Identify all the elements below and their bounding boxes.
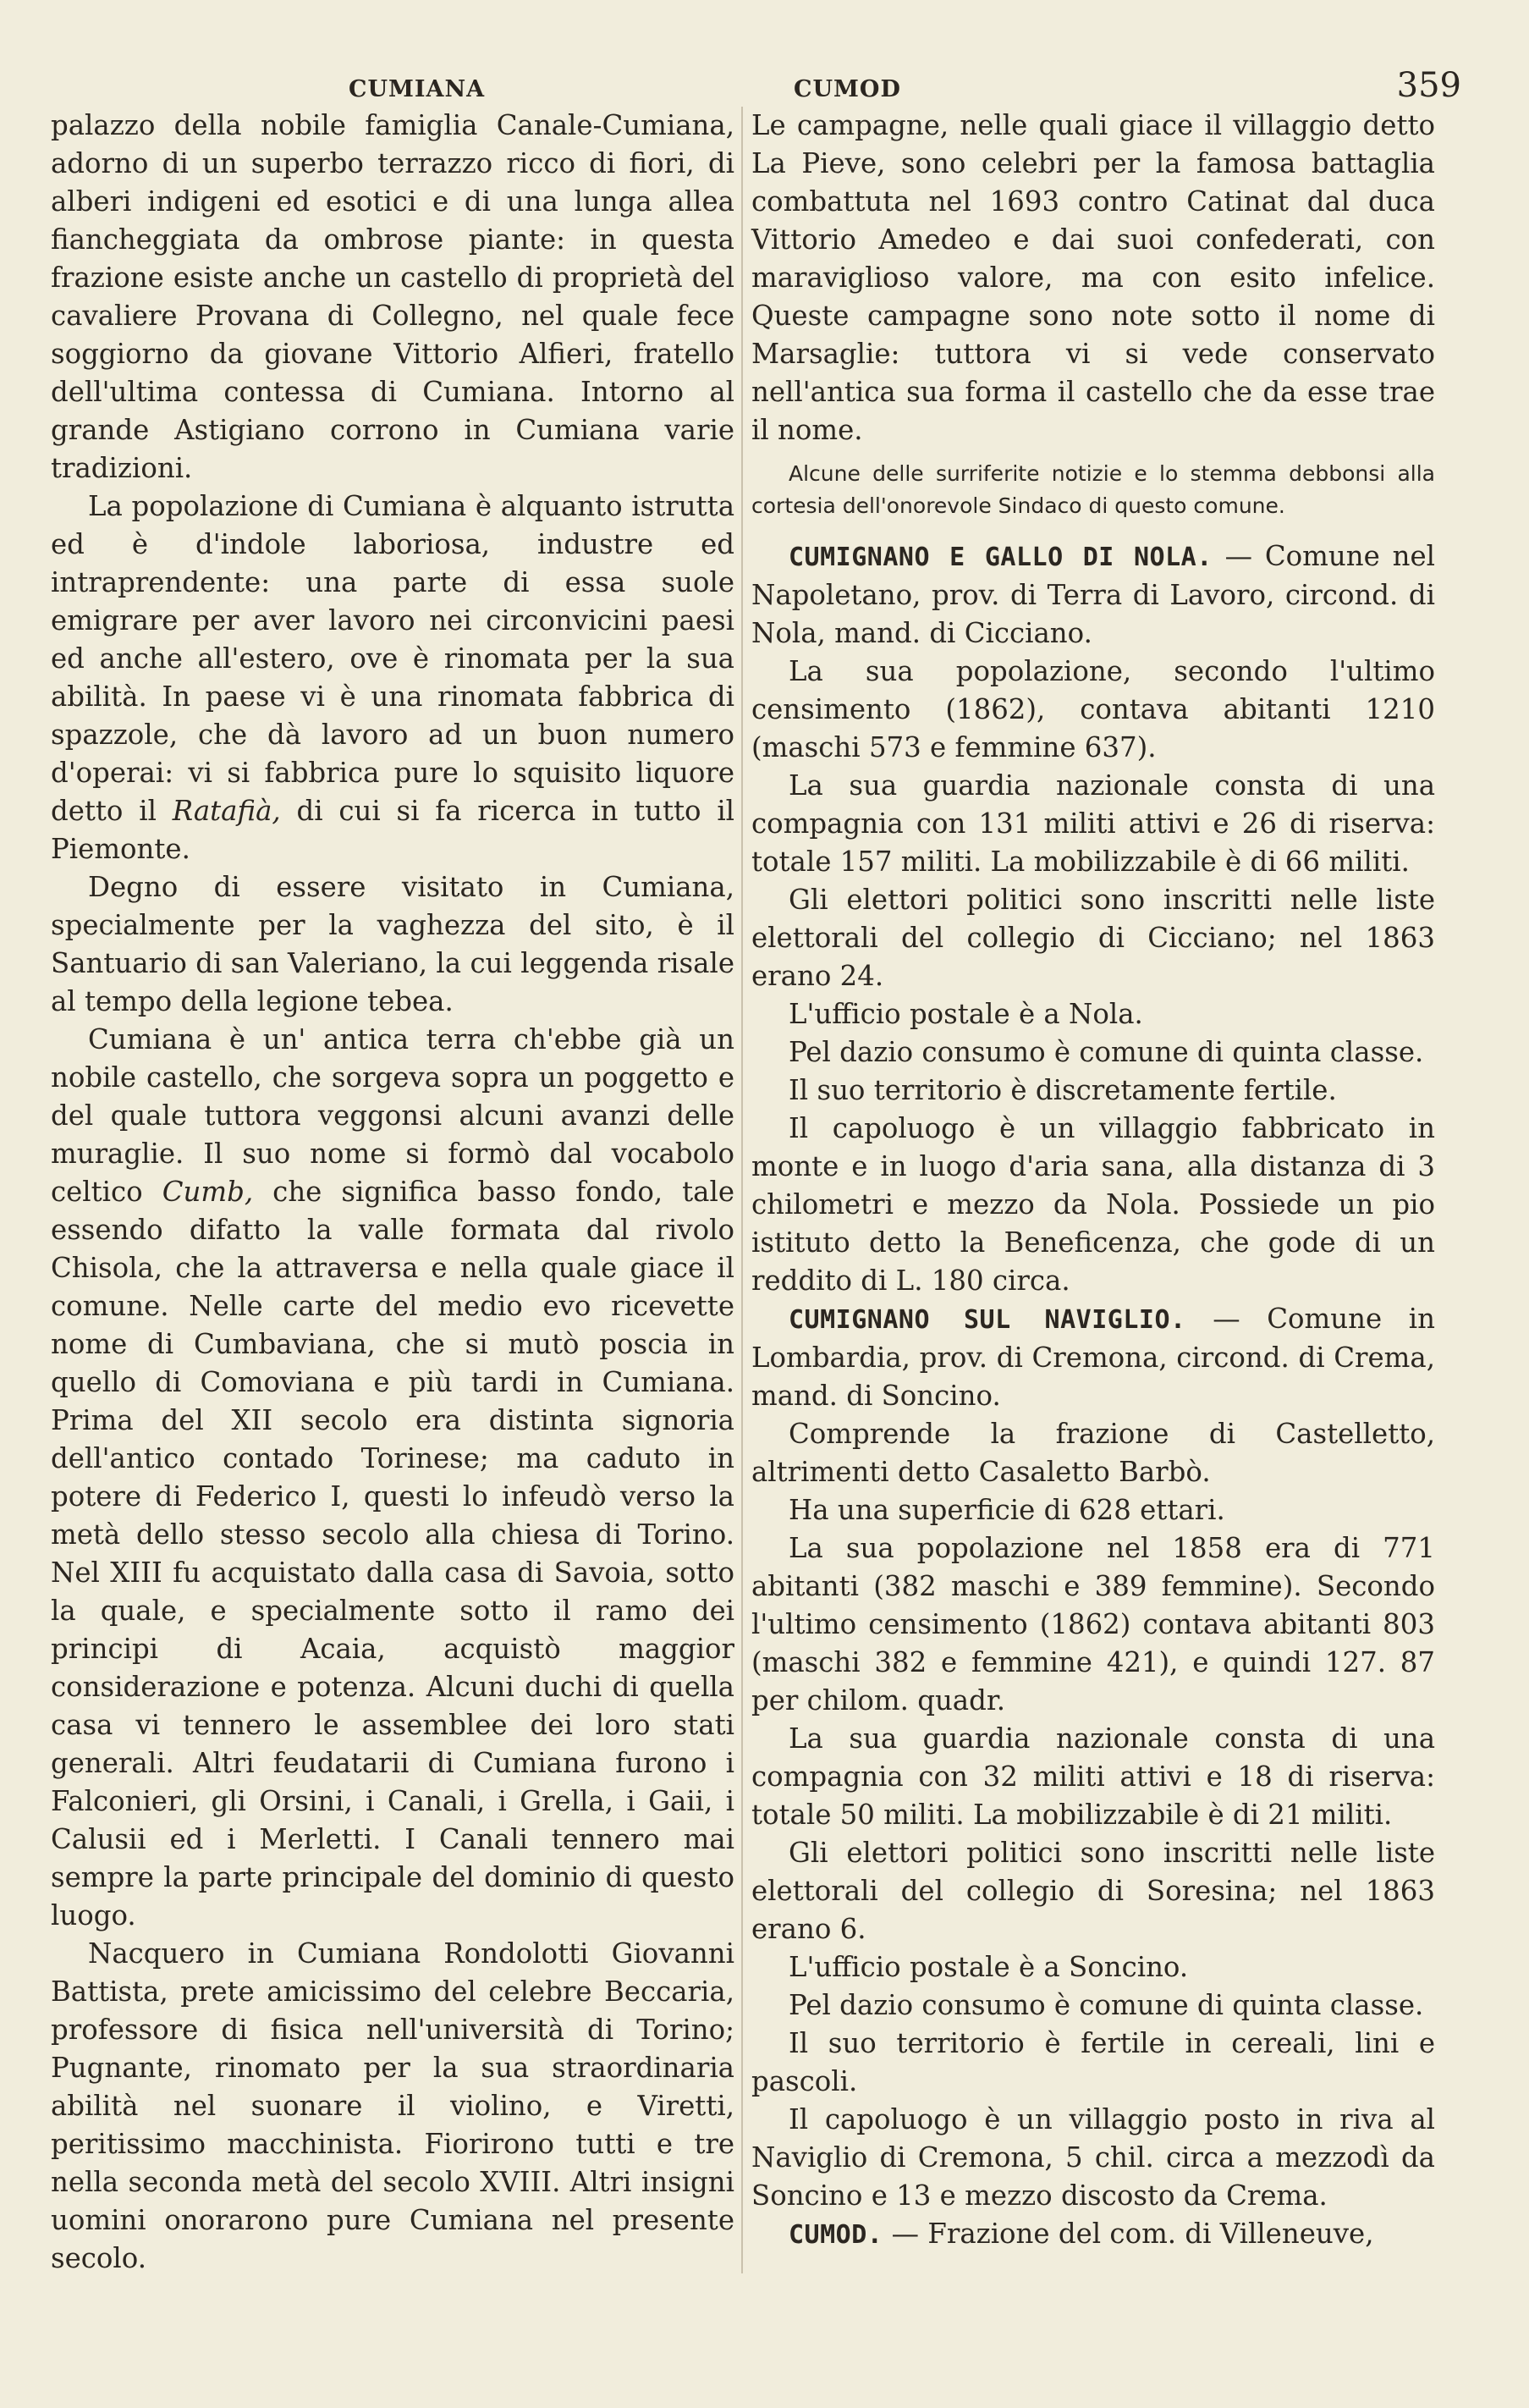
paragraph: La sua guardia nazionale consta di una compagnia con 32 militi attivi e 18 di riserva: totale 50 militi. La mobilizzabile è di 21 militi. (751, 1722, 1435, 1831)
right-column (751, 107, 1435, 2254)
paragraph: Ha una superficie di 628 ettari. (789, 1494, 1225, 1526)
italic-term: Ratafià, (172, 795, 281, 827)
paragraph: Pel dazio consumo è comune di quinta classe. (789, 1036, 1424, 1068)
paragraph (51, 1021, 734, 1935)
paragraph: Gli elettori politici sono inscritti nelle liste elettorali del collegio di Cicciano; nel 1863 erano 24. (751, 884, 1435, 992)
entry-title: CUMIGNANO SUL NAVIGLIO. (789, 1305, 1186, 1335)
paragraph: Le campagne, nelle quali giace il villaggio detto La Pieve, sono celebri per la famosa battaglia combattuta nel 1693 contro Catinat dal duca Vittorio Amedeo e dai suoi confederati, con maraviglioso valore, ma con esito infelice. Queste campagne sono note sotto il nome di Marsaglie: tuttora vi si vede conservato nell'antica sua forma il castello che da esse trae il nome. (751, 109, 1435, 446)
column-divider (741, 107, 743, 2273)
entry-heading-paragraph (751, 1300, 1435, 1415)
paragraph: La sua popolazione, secondo l'ultimo censimento (1862), contava abitanti 1210 (maschi 573 e femmine 637). (751, 655, 1435, 763)
entry-text: — Comune in Lombardia, prov. di Cremona, circond. di Crema, mand. di Soncino. (751, 1303, 1436, 1412)
paragraph: La sua popolazione nel 1858 era di 771 abitanti (382 maschi e 389 femmine). Secondo l'ultimo censimento (1862) contava abitanti 803 (maschi 382 e femmine 421), e quindi 127. 87 per chilom. quadr. (751, 1532, 1435, 1716)
paragraph-text: che significa basso fondo, tale essendo difatto la valle formata dal rivolo Chisola, che la attraversa e nella quale giace il comune. Nelle carte del medio evo ricevette nome di Cumbaviana, che si mutò poscia in quello di Comoviana e più tardi in Cumiana. Prima del XII secolo era distinta signoria dell'antico contado Torinese; ma caduto in potere di Federico I, questi lo infeudò verso la metà dello stesso secolo alla chiesa di Torino. Nel XIII fu acquistato dalla casa di Savoia, sotto la quale, e specialmente sotto il ramo dei principi di Acaia, acquistò maggior considerazione e potenza. Alcuni duchi di quella casa vi tennero le assemblee dei loro stati generali. Altri feudatarii di Cumiana furono i Falconieri, gli Orsini, i Canali, i Grella, i Gaii, i Calusii ed i Merletti. I Canali tennero mai sempre la parte principale del dominio di questo luogo. (51, 1176, 735, 1931)
right-running-head: CUMOD (794, 76, 901, 102)
paragraph: L'ufficio postale è a Soncino. (789, 1951, 1189, 1983)
entry-title: CUMOD. (789, 2220, 883, 2250)
paragraph-text: La popolazione di Cumiana è alquanto istrutta ed è d'indole laboriosa, industre ed intraprendente: una parte di essa suole emigrare per aver lavoro nei circonvicini paesi ed anche all'estero, ove è rinomata per la sua abilità. In paese vi è una rinomata fabbrica di spazzole, che dà lavoro ad un buon numero d'operai: vi si fabbrica pure lo squisito liquore detto il (51, 490, 734, 827)
paragraph: Degno di essere visitato in Cumiana, specialmente per la vaghezza del sito, è il Santuario di san Valeriano, la cui leggenda risale al tempo della legione tebea. (51, 871, 734, 1017)
italic-term: Cumb, (162, 1176, 254, 1208)
paragraph: Gli elettori politici sono inscritti nelle liste elettorali del collegio di Soresina; nel 1863 erano 6. (751, 1837, 1435, 1945)
paragraph: Nacquero in Cumiana Rondolotti Giovanni Battista, prete amicissimo del celebre Beccaria, professore di fisica nell'università di Torino; Pugnante, rinomato per la sua straordinaria abilità nel suonare il violino, e Viretti, peritissimo macchinista. Fiorirono tutti e tre nella seconda metà del secolo XVIII. Altri insigni uomini onorarono pure Cumiana nel presente secolo. (51, 1937, 734, 2274)
entry-heading-paragraph (751, 537, 1435, 653)
entry-text: — Comune nel Napoletano, prov. di Terra di Lavoro, circond. di Nola, mand. di Cicciano. (751, 540, 1435, 649)
paragraph: La sua guardia nazionale consta di una compagnia con 131 militi attivi e 26 di riserva: totale 157 militi. La mobilizzabile è di 66 militi. (751, 769, 1435, 878)
page-header (51, 66, 1478, 108)
paragraph (51, 488, 734, 868)
paragraph: palazzo della nobile famiglia Canale-Cumiana, adorno di un superbo terrazzo ricco di fiori, di alberi indigeni ed esotici e di una lunga allea fiancheggiata da ombrose piante: in questa frazione esiste anche un castello di proprietà del cavaliere Provana di Collegno, nel quale fece soggiorno da giovane Vittorio Alfieri, fratello dell'ultima contessa di Cumiana. Intorno al grande Astigiano corrono in Cumiana varie tradizioni. (51, 109, 734, 484)
left-running-head: CUMIANA (349, 76, 486, 102)
entry-heading-paragraph (751, 2215, 1435, 2254)
paragraph: Comprende la frazione di Castelletto, altrimenti detto Casaletto Barbò. (751, 1418, 1435, 1488)
paragraph: Il suo territorio è discretamente fertile. (789, 1074, 1337, 1106)
entry-text: — Frazione del com. di Villeneuve, (891, 2218, 1374, 2250)
left-column (51, 107, 734, 2278)
footnote: Alcune delle surriferite notizie e lo stemma debbonsi alla cortesia dell'onorevole Sindaco di questo comune. (751, 461, 1435, 518)
paragraph: Il suo territorio è fertile in cereali, lini e pascoli. (751, 2027, 1435, 2097)
paragraph: L'ufficio postale è a Nola. (789, 998, 1143, 1030)
paragraph: Pel dazio consumo è comune di quinta classe. (789, 1989, 1424, 2021)
paragraph: Il capoluogo è un villaggio posto in riva al Naviglio di Cremona, 5 chil. circa a mezzodì da Soncino e 13 e mezzo discosto da Crema. (751, 2103, 1435, 2212)
page-number: 359 (1396, 66, 1461, 105)
paragraph-text: di cui si fa ricerca in tutto il Piemonte. (51, 795, 735, 865)
paragraph-text: Cumiana è un' antica terra ch'ebbe già un nobile castello, che sorgeva sopra un poggetto e del quale tuttora veggonsi alcuni avanzi delle muraglie. Il suo nome si formò dal vocabolo celtico (51, 1023, 734, 1208)
paragraph: Il capoluogo è un villaggio fabbricato in monte e in luogo d'aria sana, alla distanza di 3 chilometri e mezzo da Nola. Possiede un pio istituto detto la Beneficenza, che gode di un reddito di L. 180 circa. (751, 1112, 1435, 1297)
entry-title: CUMIGNANO E GALLO DI NOLA. (789, 543, 1213, 572)
